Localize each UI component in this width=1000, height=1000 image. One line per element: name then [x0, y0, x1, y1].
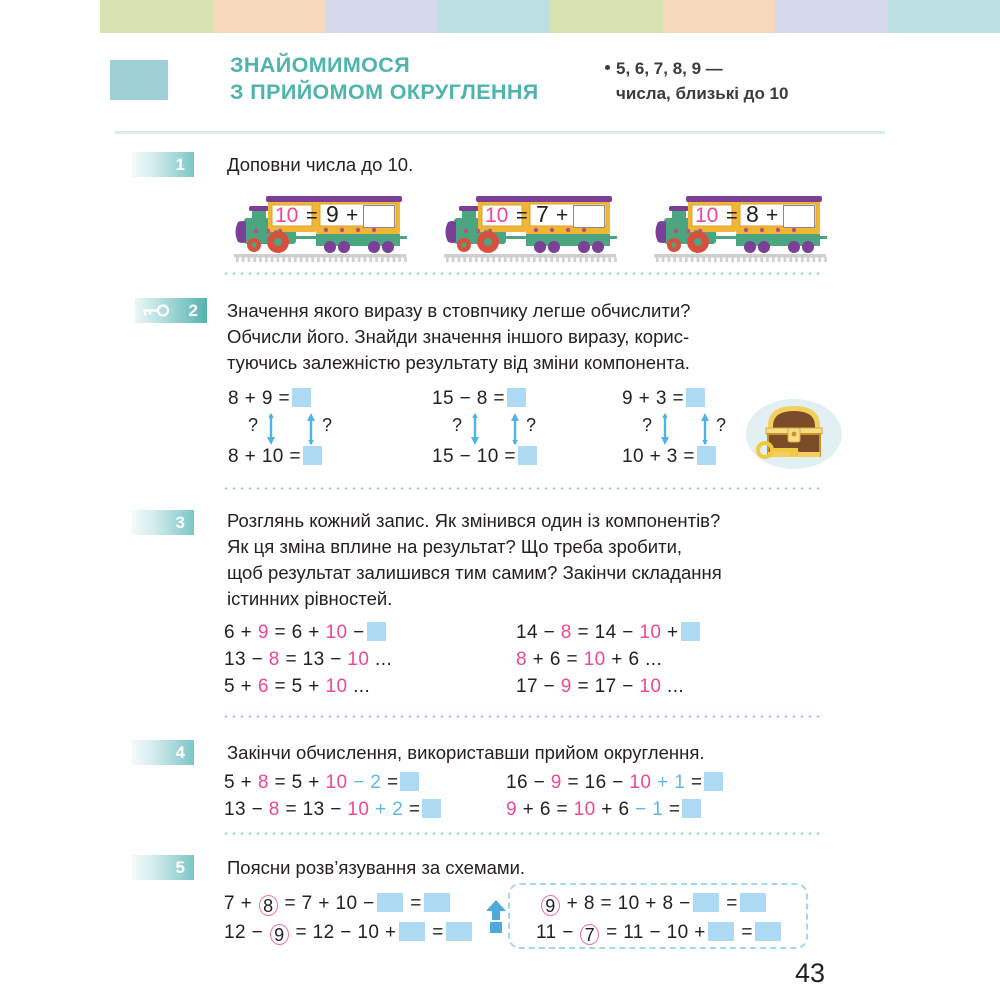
train-illustration — [650, 192, 830, 264]
page-title — [230, 52, 539, 106]
separator-2 — [222, 487, 822, 490]
page-header — [100, 52, 980, 124]
up-arrow-icon — [510, 412, 520, 446]
color-strip-segment — [213, 0, 326, 33]
task-3-text-line4: істинних рівностей. — [227, 588, 393, 609]
task-2-column — [228, 388, 418, 473]
task-5-equation-panel: 9 + 8 = 10 + 8 − = — [540, 893, 768, 916]
answer-box[interactable] — [682, 799, 701, 818]
separator-4 — [222, 832, 822, 835]
train-illustration — [230, 192, 410, 264]
task-3-equation-right: 17 − 9 = 17 − 10 ... — [516, 676, 685, 697]
header-note-line2: числа, близькі до 10 — [616, 84, 789, 103]
header-color-swatch — [110, 60, 168, 100]
header-divider — [115, 131, 885, 134]
task-2-text-line2: Обчисли його. Знайди значення іншого виразу, корис- — [227, 326, 690, 347]
train-right-number: 9 — [326, 201, 339, 227]
task-2-text-line3: туючись залежністю результату від зміни компонента. — [227, 352, 690, 373]
color-strip-segment — [325, 0, 438, 33]
train-illustration — [440, 192, 620, 264]
task-2-bottom-expression: 10 + 3 = — [622, 446, 718, 468]
task-2-text-line1: Значення якого виразу в стовпчику легше обчислити? — [227, 300, 691, 321]
task-badge-5 — [132, 855, 194, 880]
task-4-equation-right: 16 − 9 = 16 − 10 + 1 = — [506, 772, 725, 794]
down-arrow-icon — [660, 412, 670, 446]
train-left-number: 10 — [695, 204, 719, 227]
task-3-equation-left: 6 + 9 = 6 + 10 − — [224, 622, 388, 644]
answer-box[interactable] — [681, 622, 700, 641]
answer-box[interactable] — [292, 388, 311, 407]
answer-box[interactable] — [704, 772, 723, 791]
train-answer-blank[interactable] — [783, 205, 815, 228]
answer-box[interactable] — [697, 446, 716, 465]
up-arrow-bookmark-icon — [485, 898, 507, 934]
answer-box[interactable] — [740, 893, 766, 912]
task-2-bottom-expression: 15 − 10 = — [432, 446, 539, 468]
answer-box[interactable] — [399, 922, 425, 941]
answer-box[interactable] — [518, 446, 537, 465]
task-3-equation-right: 8 + 6 = 10 + 6 ... — [516, 649, 663, 670]
task-badge-4 — [132, 740, 194, 765]
page-title-line1: ЗНАЙОМИМОСЯ — [230, 53, 411, 77]
task-3-text-line3: щоб результат залишився тим самим? Закінчи складання — [227, 562, 722, 583]
bullet-icon — [605, 65, 610, 70]
task-2-column — [432, 388, 622, 473]
color-strip-segment — [550, 0, 663, 33]
header-note — [605, 56, 788, 106]
task-1-text: Доповни числа до 10. — [227, 154, 414, 175]
answer-box[interactable] — [400, 772, 419, 791]
task-number-4: 4 — [175, 743, 185, 762]
task-number-5: 5 — [175, 858, 185, 877]
train-operator: + — [766, 204, 779, 227]
answer-box[interactable] — [303, 446, 322, 465]
task-3-equation-left: 13 − 8 = 13 − 10 ... — [224, 649, 393, 670]
answer-box[interactable] — [446, 922, 472, 941]
train-equals-sign: = — [306, 205, 318, 227]
color-strip-segment — [888, 0, 1000, 33]
task-5-text: Поясни розв’язування за схемами. — [227, 857, 526, 878]
train-operator: + — [346, 204, 359, 227]
up-arrow-icon — [306, 412, 316, 446]
train-left-number: 10 — [485, 204, 509, 227]
task-2-bottom-expression: 8 + 10 = — [228, 446, 324, 468]
task-2-top-expression: 9 + 3 = — [622, 388, 707, 410]
answer-box[interactable] — [755, 922, 781, 941]
task-number-1: 1 — [175, 155, 185, 174]
answer-box[interactable] — [708, 922, 734, 941]
header-note-line1: 5, 6, 7, 8, 9 — — [616, 59, 723, 78]
color-strip-segment — [438, 0, 551, 33]
answer-box[interactable] — [377, 893, 403, 912]
answer-box[interactable] — [693, 893, 719, 912]
task-number-3: 3 — [175, 513, 185, 532]
color-strip-segment — [775, 0, 888, 33]
train-equals-sign: = — [516, 205, 528, 227]
task-4-equation-left: 13 − 8 = 13 − 10 + 2 = — [224, 799, 443, 821]
train-right-number: 7 — [536, 201, 549, 227]
task-badge-3 — [132, 510, 194, 535]
task-5-equation-left: 12 − 9 = 12 − 10 + = — [224, 922, 474, 945]
task-4-equation-left: 5 + 8 = 5 + 10 − 2 = — [224, 772, 421, 794]
task-badge-1 — [132, 152, 194, 177]
circled-number: 8 — [259, 895, 278, 916]
page-number: 43 — [795, 958, 826, 988]
circled-number: 9 — [541, 895, 560, 916]
color-strip-segment — [663, 0, 776, 33]
task-5-equation-left: 7 + 8 = 7 + 10 − = — [224, 893, 452, 916]
train-operator: + — [556, 204, 569, 227]
key-icon — [141, 304, 171, 317]
train-answer-blank[interactable] — [363, 205, 395, 228]
question-mark-left: ? — [248, 415, 259, 435]
question-mark-right: ? — [322, 415, 333, 435]
task-3-equation-right: 14 − 8 = 14 − 10 + — [516, 622, 702, 644]
down-arrow-icon — [266, 412, 276, 446]
answer-box[interactable] — [686, 388, 705, 407]
question-mark-left: ? — [642, 415, 653, 435]
task-3-text-line1: Розглянь кожний запис. Як змінився один із компонентів? — [227, 510, 721, 531]
task-3-text — [227, 508, 847, 612]
task-number-2: 2 — [188, 301, 198, 320]
task-2-top-expression: 8 + 9 = — [228, 388, 313, 410]
task-badge-2 — [135, 298, 207, 323]
decorative-color-strip — [100, 0, 1000, 33]
task-2-top-expression: 15 − 8 = — [432, 388, 528, 410]
task-4-equation-right: 9 + 6 = 10 + 6 − 1 = — [506, 799, 703, 821]
train-equals-sign: = — [726, 205, 738, 227]
color-strip-segment — [100, 0, 213, 33]
task-4-text: Закінчи обчислення, використавши прийом округлення. — [227, 742, 705, 763]
separator-1 — [222, 272, 822, 275]
separator-3 — [222, 715, 822, 718]
task-2-text — [227, 298, 827, 376]
train-right-number: 8 — [746, 201, 759, 227]
answer-box[interactable] — [422, 799, 441, 818]
circled-number: 9 — [270, 924, 289, 945]
task-5-equation-panel: 11 − 7 = 11 − 10 + = — [536, 922, 783, 945]
question-mark-right: ? — [716, 415, 727, 435]
answer-box[interactable] — [424, 893, 450, 912]
question-mark-right: ? — [526, 415, 537, 435]
question-mark-left: ? — [452, 415, 463, 435]
task-3-equation-left: 5 + 6 = 5 + 10 ... — [224, 676, 371, 697]
train-answer-blank[interactable] — [573, 205, 605, 228]
circled-number: 7 — [580, 924, 599, 945]
train-left-number: 10 — [275, 204, 299, 227]
up-arrow-icon — [700, 412, 710, 446]
treasure-chest-icon — [742, 388, 846, 472]
answer-box[interactable] — [367, 622, 386, 641]
task-3-text-line2: Як ця зміна вплине на результат? Що треба зробити, — [227, 536, 683, 557]
page-title-line2: З ПРИЙОМОМ ОКРУГЛЕННЯ — [230, 80, 539, 104]
down-arrow-icon — [470, 412, 480, 446]
answer-box[interactable] — [507, 388, 526, 407]
